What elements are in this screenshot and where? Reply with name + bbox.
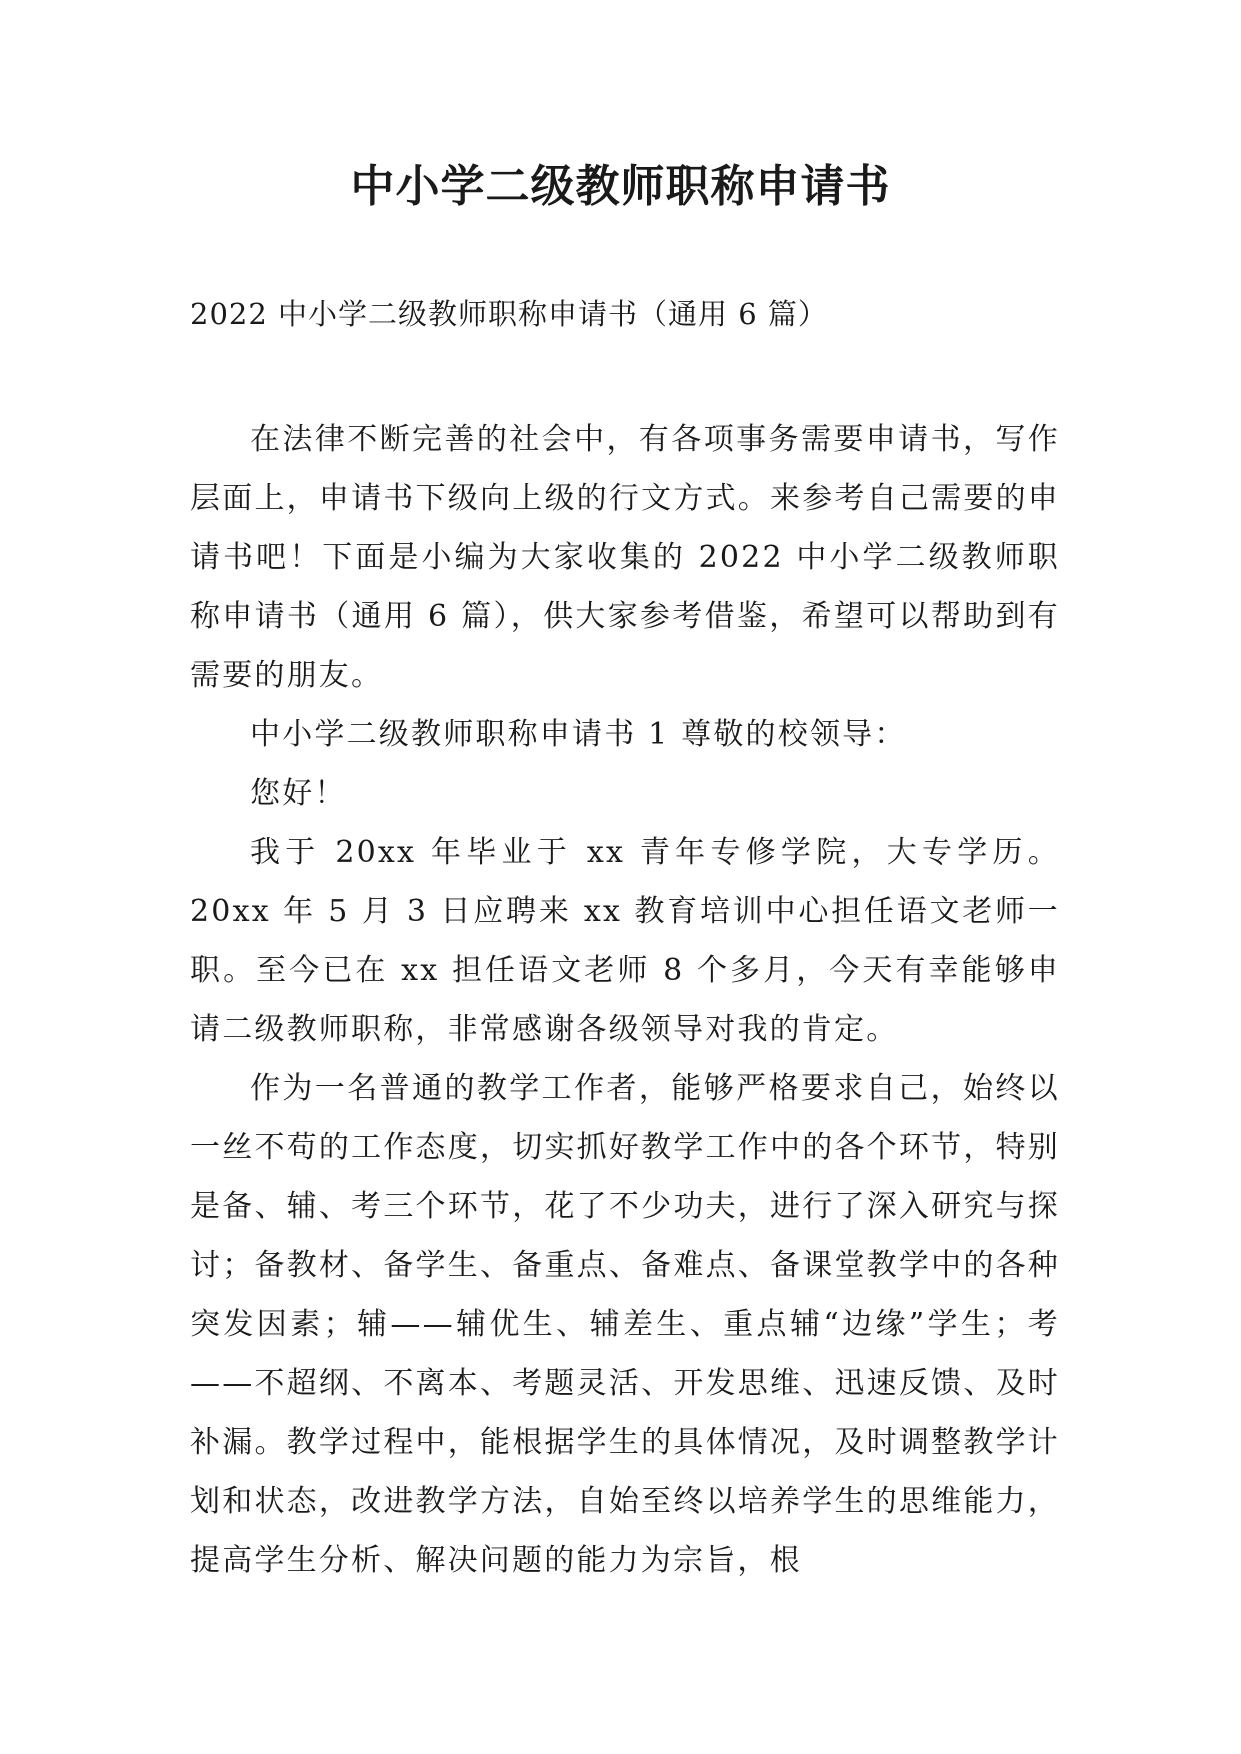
paragraph-greeting: 您好！ xyxy=(250,776,347,811)
paragraph-letter-heading: 中小学二级教师职称申请书 1 尊敬的校领导： xyxy=(250,717,907,752)
paragraph-intro: 在法律不断完善的社会中，有各项事务需要申请书，写作层面上，申请书下级向上级的行文方式。来参考自己需要的申请书吧！下面是小编为大家收集的 2022 中小学二级教师职称申请书（通用 6 篇），供大家参考借鉴，希望可以帮助到有需要的朋友。 xyxy=(190,422,1060,693)
paragraph-teaching-work: 作为一名普通的教学工作者，能够严格要求自己，始终以一丝不苟的工作态度，切实抓好教学工作中的各个环节，特别是备、辅、考三个环节，花了不少功夫，进行了深入研究与探讨；备教材、备学生、备重点、备难点、备课堂教学中的各种突发因素；辅——辅优生、辅差生、重点辅“边缘”学生；考——不超纲、不离本、考题灵活、开发思维、迅速反馈、及时补漏。教学过程中，能根据学生的具体情况，及时调整教学计划和状态，改进教学方法，自始至终以培养学生的思维能力，提高学生分析、解决问题的能力为宗旨，根 xyxy=(190,1071,1060,1578)
document-body xyxy=(190,410,1060,1590)
document-subtitle: 2022 中小学二级教师职称申请书（通用 6 篇） xyxy=(190,297,828,331)
document-title: 中小学二级教师职称申请书 xyxy=(350,161,891,212)
paragraph-background: 我于 20xx 年毕业于 xx 青年专修学院，大专学历。20xx 年 5 月 3 日应聘来 xx 教育培训中心担任语文老师一职。至今已在 xx 担任语文老师 8 个多月，今天有幸能够申请二级教师职称，非常感谢各级领导对我的肯定。 xyxy=(190,835,1060,1047)
